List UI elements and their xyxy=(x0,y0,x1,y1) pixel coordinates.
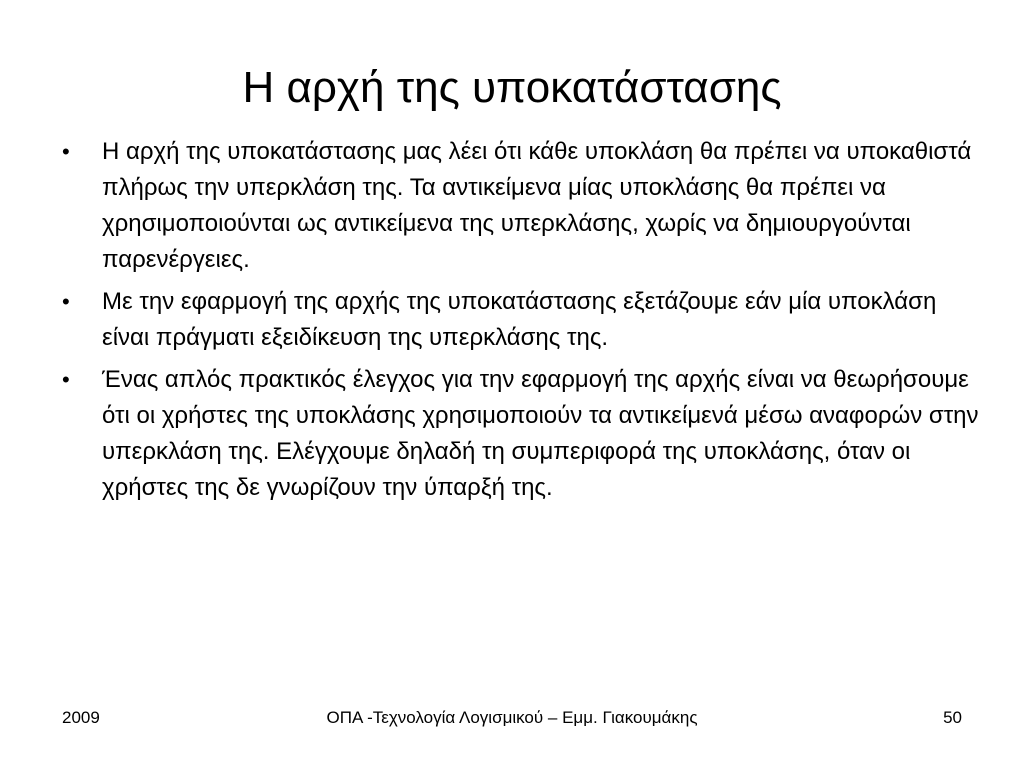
bullet-list xyxy=(62,134,982,512)
footer-year: 2009 xyxy=(62,708,100,727)
bullet-item xyxy=(62,284,982,356)
bullet-icon: • xyxy=(62,289,70,314)
bullet-item xyxy=(62,134,982,278)
footer-center-text: ΟΠΑ -Τεχνολογία Λογισμικού – Εμμ. Γιακουμάκης xyxy=(326,708,698,727)
bullet-item xyxy=(62,362,982,506)
slide-title: Η αρχή της υποκατάστασης xyxy=(242,63,782,112)
bullet-text: Με την εφαρμογή της αρχής της υποκατάστασης εξετάζουμε εάν μία υποκλάση είναι πράγματι εξειδίκευση της υπερκλάσης της. xyxy=(102,288,937,351)
bullet-text: Η αρχή της υποκατάστασης μας λέει ότι κάθε υποκλάση θα πρέπει να υποκαθιστά πλήρως την υπερκλάση της. Τα αντικείμενα μίας υποκλάσης θα πρέπει να χρησιμοποιούνται ως αντικείμενα της υπερκλάσης, χωρίς να δημιουργούνται παρενέργειες. xyxy=(102,138,972,273)
bullet-icon: • xyxy=(62,367,70,392)
footer-page-number: 50 xyxy=(943,708,962,727)
bullet-text: Ένας απλός πρακτικός έλεγχος για την εφαρμογή της αρχής είναι να θεωρήσουμε ότι οι χρήστες της υποκλάσης χρησιμοποιούν τα αντικείμενά μέσω αναφορών στην υπερκλάση της. Ελέγχουμε δηλαδή τη συμπεριφορά της υποκλάσης, όταν οι χρήστες της δε γνωρίζουν την ύπαρξή της. xyxy=(102,366,979,501)
bullet-icon: • xyxy=(62,139,70,164)
